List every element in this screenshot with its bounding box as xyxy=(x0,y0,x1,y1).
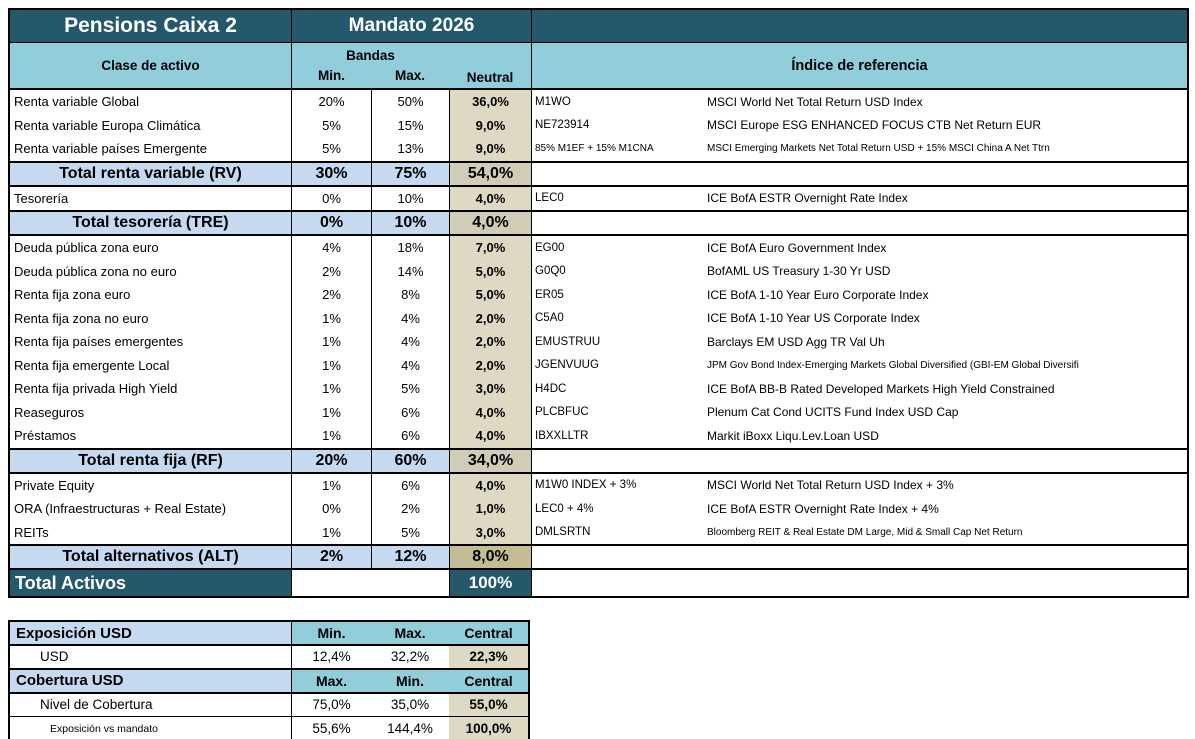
total-row xyxy=(10,448,1187,474)
max-cell: 6% xyxy=(371,424,449,448)
table-body xyxy=(10,90,1187,596)
grand-total-row xyxy=(10,570,1187,596)
neutral-cell: 9,0% xyxy=(449,137,531,161)
min-cell: 0% xyxy=(291,212,371,234)
grand-total-label: Total Activos xyxy=(10,570,291,596)
usd-col2-value: 35,0% xyxy=(390,697,430,713)
asset-row xyxy=(10,137,1187,161)
empty-minmax-cell xyxy=(291,570,449,596)
ticker-code: DMLSRTN xyxy=(535,526,591,539)
usd-row-label: Exposición vs mandato xyxy=(50,722,158,735)
usd-data-row xyxy=(10,694,528,718)
title-row xyxy=(10,10,1187,43)
neutral-cell: 4,0% xyxy=(449,212,531,234)
min-cell: 0% xyxy=(291,187,371,211)
title-filler xyxy=(531,10,1187,42)
usd-section-header-row xyxy=(10,670,528,694)
usd-row-label: Nivel de Cobertura xyxy=(40,697,153,713)
max-cell: 2% xyxy=(371,497,449,521)
min-cell: 1% xyxy=(291,474,371,498)
ticker-code: M1W0 INDEX + 3% xyxy=(535,479,637,492)
index-name: Markit iBoxx Liqu.Lev.Loan USD xyxy=(707,428,879,443)
reference-cell xyxy=(531,450,1187,472)
neutral-cell: 7,0% xyxy=(449,236,531,260)
max-cell: 10% xyxy=(371,187,449,211)
asset-class-cell: Deuda pública zona euro xyxy=(14,240,159,256)
usd-section-label: Exposición USD xyxy=(10,622,291,644)
min-cell: 1% xyxy=(291,377,371,401)
fund-title: Pensions Caixa 2 xyxy=(64,14,237,37)
neutral-cell: 5,0% xyxy=(449,260,531,284)
index-name: ICE BofA ESTR Overnight Rate Index xyxy=(707,191,908,206)
min-cell: 1% xyxy=(291,307,371,331)
ticker-code: C5A0 xyxy=(535,312,564,325)
usd-col2-value: 144,4% xyxy=(387,721,433,737)
asset-row xyxy=(10,90,1187,114)
reference-cell xyxy=(531,163,1187,185)
reference-cell xyxy=(531,521,1187,545)
reference-cell xyxy=(531,546,1187,568)
min-cell: 20% xyxy=(291,90,371,114)
max-cell: 60% xyxy=(371,450,449,472)
neutral-cell: 4,0% xyxy=(449,187,531,211)
neutral-cell: 54,0% xyxy=(449,163,531,185)
asset-class-cell: Renta fija zona euro xyxy=(14,287,131,303)
asset-row xyxy=(10,114,1187,138)
max-cell: 18% xyxy=(371,236,449,260)
usd-row-label: USD xyxy=(40,649,69,665)
usd-col2-value: 32,2% xyxy=(390,649,430,665)
ticker-code: G0Q0 xyxy=(535,265,566,278)
total-label: Total renta variable (RV) xyxy=(59,164,242,182)
max-cell: 4% xyxy=(371,330,449,354)
reference-cell xyxy=(531,90,1187,114)
reference-cell xyxy=(531,401,1187,425)
asset-row xyxy=(10,260,1187,284)
min-cell: 1% xyxy=(291,330,371,354)
max-cell: 4% xyxy=(371,354,449,378)
ticker-code: IBXXLLTR xyxy=(535,429,589,442)
ticker-code: ER05 xyxy=(535,288,564,301)
total-label: Total renta fija (RF) xyxy=(78,451,223,469)
reference-cell xyxy=(531,114,1187,138)
total-row xyxy=(10,210,1187,236)
reference-cell xyxy=(531,330,1187,354)
neutral-cell: 2,0% xyxy=(449,330,531,354)
index-name: ICE BofA 1-10 Year Euro Corporate Index xyxy=(707,287,929,302)
min-cell: 2% xyxy=(291,260,371,284)
ticker-code: H4DC xyxy=(535,382,567,395)
asset-class-cell: Préstamos xyxy=(14,428,77,444)
asset-row xyxy=(10,401,1187,425)
usd-data-row xyxy=(10,717,528,739)
index-name: ICE BofA Euro Government Index xyxy=(707,240,887,255)
index-name: ICE BofA BB-B Rated Developed Markets High Yield Constrained xyxy=(707,381,1055,396)
total-label: Total alternativos (ALT) xyxy=(62,548,239,565)
usd-central-value: 22,3% xyxy=(449,646,528,668)
usd-col1-header: Max. xyxy=(291,670,371,692)
neutral-cell: 8,0% xyxy=(449,546,531,568)
max-cell: 12% xyxy=(371,546,449,568)
neutral-cell: 4,0% xyxy=(449,474,531,498)
asset-row xyxy=(10,474,1187,498)
neutral-cell: 4,0% xyxy=(449,424,531,448)
reference-cell xyxy=(531,187,1187,211)
mandate-title: Mandato 2026 xyxy=(291,10,531,42)
min-cell: 0% xyxy=(291,497,371,521)
usd-col1-value: 75,0% xyxy=(291,694,371,717)
neutral-cell: 3,0% xyxy=(449,377,531,401)
asset-class-cell: Renta fija países emergentes xyxy=(14,334,184,350)
total-label: Total tesorería (TRE) xyxy=(72,214,229,231)
reference-cell xyxy=(531,497,1187,521)
min-cell: 5% xyxy=(291,114,371,138)
max-header: Max. xyxy=(394,68,425,83)
min-cell: 1% xyxy=(291,424,371,448)
index-name: BofAML US Treasury 1-30 Yr USD xyxy=(707,264,891,279)
usd-central-value: 100,0% xyxy=(449,717,528,739)
index-name: MSCI Emerging Markets Net Total Return USD + 15% MSCI China A Net Ttrn xyxy=(707,143,1050,155)
usd-data-row xyxy=(10,646,528,670)
max-cell: 6% xyxy=(371,474,449,498)
neutral-cell: 1,0% xyxy=(449,497,531,521)
min-cell: 2% xyxy=(291,546,371,568)
usd-col2-header: Min. xyxy=(371,670,449,692)
reference-cell xyxy=(531,260,1187,284)
index-name: MSCI Europe ESG ENHANCED FOCUS CTB Net Return EUR xyxy=(707,118,1042,133)
bands-header: Bandas xyxy=(291,43,449,63)
ticker-code: LEC0 xyxy=(535,192,564,205)
max-cell: 13% xyxy=(371,137,449,161)
neutral-cell: 9,0% xyxy=(449,114,531,138)
usd-exposure-table xyxy=(8,620,530,739)
asset-row xyxy=(10,521,1187,545)
asset-class-cell: Renta fija zona no euro xyxy=(14,310,149,326)
usd-section-header-row xyxy=(10,622,528,646)
reference-cell xyxy=(531,354,1187,378)
asset-class-cell: Renta fija privada High Yield xyxy=(14,381,178,397)
grand-total-neutral-cell: 100% xyxy=(449,570,531,596)
asset-class-cell: Private Equity xyxy=(14,477,95,493)
reference-cell xyxy=(531,570,1187,596)
asset-class-cell: ORA (Infraestructuras + Real Estate) xyxy=(14,501,227,517)
asset-class-cell: Reaseguros xyxy=(14,404,85,420)
index-name: Barclays EM USD Agg TR Val Uh xyxy=(707,334,885,349)
asset-class-cell: Renta fija emergente Local xyxy=(14,357,170,373)
min-header: Min. xyxy=(291,63,371,88)
mandate-allocation-table xyxy=(8,8,1189,598)
neutral-cell: 36,0% xyxy=(449,90,531,114)
usd-central-header: Central xyxy=(449,670,528,692)
max-cell: 75% xyxy=(371,163,449,185)
min-cell: 30% xyxy=(291,163,371,185)
reference-cell xyxy=(531,474,1187,498)
min-cell: 5% xyxy=(291,137,371,161)
reference-cell xyxy=(531,137,1187,161)
usd-table-body xyxy=(10,622,528,739)
neutral-cell: 2,0% xyxy=(449,354,531,378)
asset-row xyxy=(10,283,1187,307)
max-cell: 8% xyxy=(371,283,449,307)
max-cell: 50% xyxy=(371,90,449,114)
min-cell: 20% xyxy=(291,450,371,472)
index-name: Bloomberg REIT & Real Estate DM Large, Mid & Small Cap Net Return xyxy=(707,526,1023,538)
ticker-code: PLCBFUC xyxy=(535,406,589,419)
max-cell: 14% xyxy=(371,260,449,284)
usd-central-value: 55,0% xyxy=(449,694,528,717)
asset-class-cell: Deuda pública zona no euro xyxy=(14,263,177,279)
column-header-row xyxy=(10,43,1187,90)
asset-row xyxy=(10,377,1187,401)
asset-row xyxy=(10,354,1187,378)
asset-class-header: Clase de activo xyxy=(101,58,200,73)
max-cell: 4% xyxy=(371,307,449,331)
max-cell: 15% xyxy=(371,114,449,138)
usd-col1-value: 55,6% xyxy=(291,717,371,739)
ticker-code: M1WO xyxy=(535,95,571,108)
asset-row xyxy=(10,330,1187,354)
min-cell: 1% xyxy=(291,401,371,425)
index-name: Plenum Cat Cond UCITS Fund Index USD Cap xyxy=(707,405,959,420)
usd-central-header: Central xyxy=(449,622,528,644)
index-name: ICE BofA 1-10 Year US Corporate Index xyxy=(707,311,920,326)
index-name: ICE BofA ESTR Overnight Rate Index + 4% xyxy=(707,501,939,516)
asset-row xyxy=(10,497,1187,521)
neutral-cell: 5,0% xyxy=(449,283,531,307)
asset-class-cell: Tesorería xyxy=(14,190,69,206)
neutral-cell: 4,0% xyxy=(449,401,531,425)
min-cell: 2% xyxy=(291,283,371,307)
asset-row xyxy=(10,424,1187,448)
max-cell: 5% xyxy=(371,377,449,401)
usd-col1-value: 12,4% xyxy=(291,646,371,668)
ticker-code: JGENVUUG xyxy=(535,359,599,372)
usd-col2-header: Max. xyxy=(371,622,449,644)
reference-cell xyxy=(531,283,1187,307)
reference-cell xyxy=(531,212,1187,234)
min-cell: 1% xyxy=(291,521,371,545)
reference-index-header: Índice de referencia xyxy=(531,43,1187,88)
max-cell: 10% xyxy=(371,212,449,234)
asset-class-cell: Renta variable Europa Climática xyxy=(14,117,201,133)
asset-class-cell: Renta variable Global xyxy=(14,94,140,110)
asset-row xyxy=(10,236,1187,260)
total-row xyxy=(10,161,1187,187)
index-name: MSCI World Net Total Return USD Index + 3% xyxy=(707,478,954,493)
usd-section-label: Cobertura USD xyxy=(10,670,291,692)
ticker-code: EMUSTRUU xyxy=(535,335,601,348)
reference-cell xyxy=(531,236,1187,260)
min-cell: 1% xyxy=(291,354,371,378)
reference-cell xyxy=(531,424,1187,448)
index-name: JPM Gov Bond Index-Emerging Markets Global Diversified (GBI-EM Global Diversifi xyxy=(707,359,1079,371)
reference-cell xyxy=(531,307,1187,331)
neutral-header: Neutral xyxy=(466,70,514,85)
neutral-cell: 2,0% xyxy=(449,307,531,331)
index-name: MSCI World Net Total Return USD Index xyxy=(707,94,923,109)
ticker-code: 85% M1EF + 15% M1CNA xyxy=(535,143,654,155)
ticker-code: EG00 xyxy=(535,241,565,254)
max-cell: 5% xyxy=(371,521,449,545)
ticker-code: LEC0 + 4% xyxy=(535,502,594,515)
asset-row xyxy=(10,307,1187,331)
max-cell: 6% xyxy=(371,401,449,425)
min-cell: 4% xyxy=(291,236,371,260)
ticker-code: NE723914 xyxy=(535,119,590,132)
asset-row xyxy=(10,187,1187,211)
asset-class-cell: REITs xyxy=(14,524,49,540)
reference-cell xyxy=(531,377,1187,401)
neutral-cell: 3,0% xyxy=(449,521,531,545)
neutral-cell: 34,0% xyxy=(449,450,531,472)
usd-col1-header: Min. xyxy=(291,622,371,644)
asset-class-cell: Renta variable países Emergente xyxy=(14,141,207,157)
total-row xyxy=(10,544,1187,570)
